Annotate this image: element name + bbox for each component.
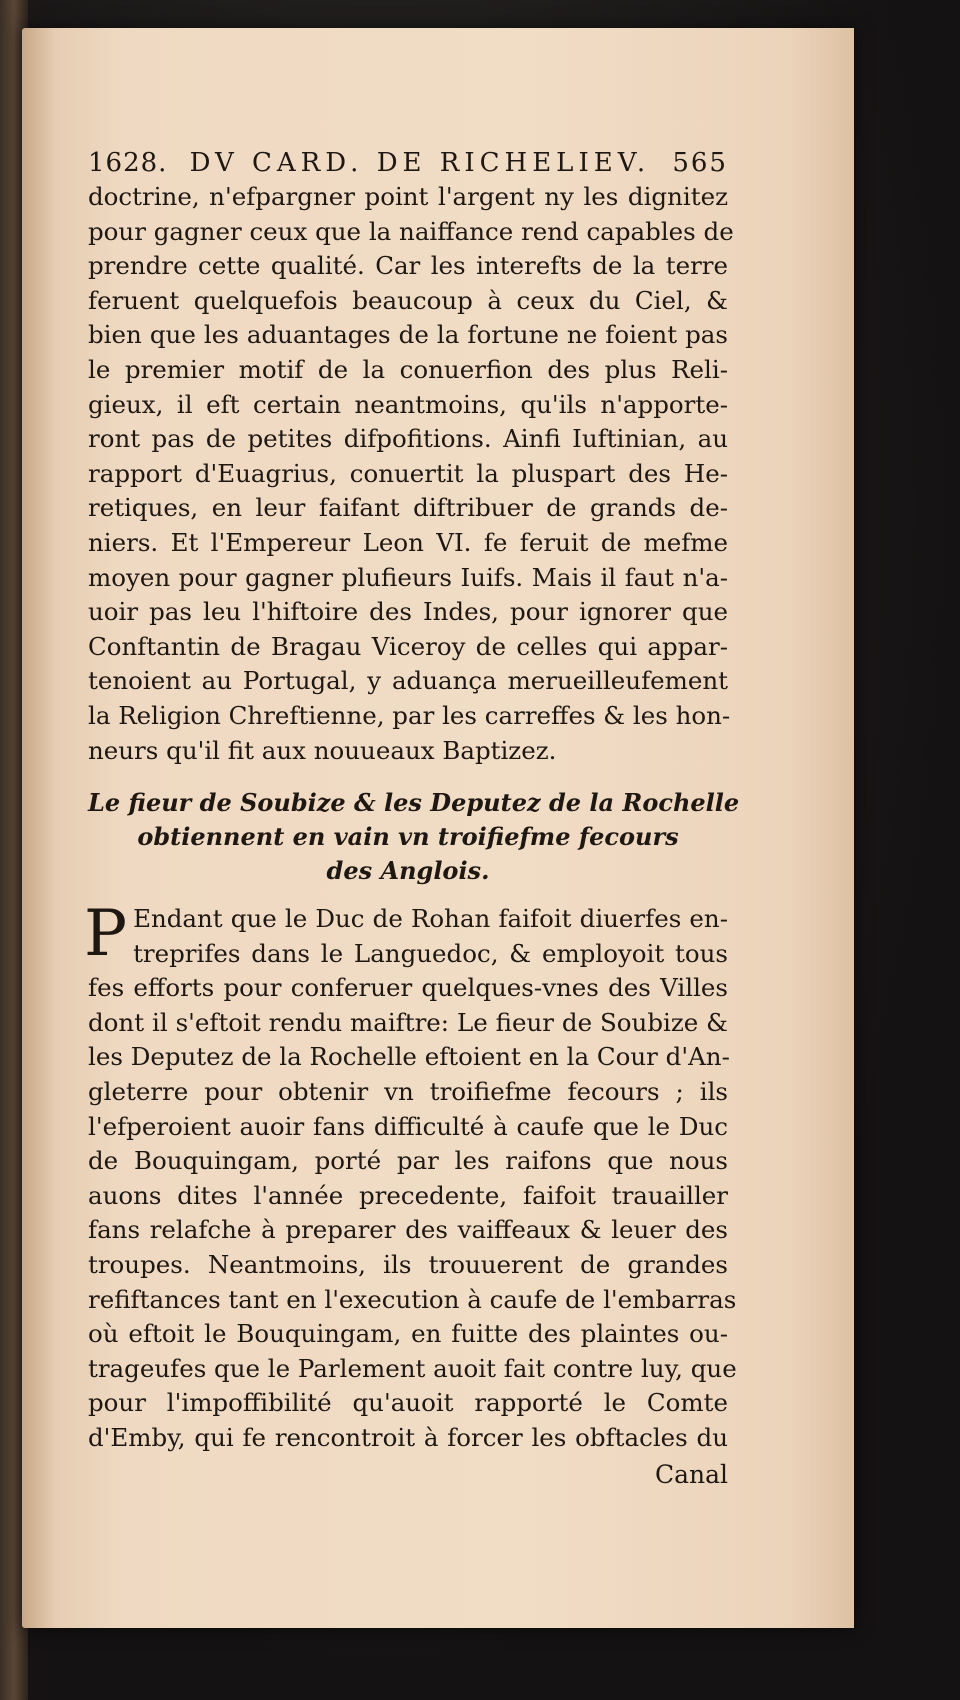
page-number: 565 [672, 148, 728, 178]
paragraph-2 [84, 897, 737, 1456]
text-line: dont il s'eftoit rendu maiftre: Le fieur de Soubize & [88, 1007, 728, 1037]
text-line: doctrine, n'efpargner point l'argent ny les dignitez [88, 182, 728, 211]
text-line: les Deputez de la Rochelle eftoient en la Cour d'An- [88, 1042, 730, 1072]
catchword: Canal [654, 1459, 728, 1489]
text-line: prendre cette qualité. Car les interefts de la terre [88, 251, 728, 281]
text-line: d'Emby, qui fe rencontroit à forcer les obftacles du [88, 1423, 728, 1452]
page-text-block [84, 148, 740, 1489]
text-line: Conftantin de Bragau Viceroy de celles qui appar- [88, 631, 728, 661]
text-line: moyen pour gagner plufieurs Iuifs. Mais il faut n'a- [88, 562, 728, 592]
text-line: tenoient au Portugal, y aduança merueilleufement [88, 666, 728, 696]
text-line: pour l'impoffibilité qu'auoit rapporté le Comte [88, 1388, 728, 1418]
text-line: gieux, il eft certain neantmoins, qu'ils n'apporte- [88, 389, 728, 419]
drop-initial: P [84, 897, 128, 972]
text-line: rapport d'Euagrius, conuertit la pluspart des He- [88, 458, 728, 488]
text-line: feruent quelquefois beaucoup à ceux du Ciel, & [88, 285, 728, 315]
running-head-title: DV CARD. DE RICHELIEV. [189, 148, 651, 178]
text-line: neurs qu'il fit aux nouueaux Baptizez. [88, 735, 557, 765]
text-line: gleterre pour obtenir vn troifiefme fecours ; ils [88, 1077, 728, 1107]
text-line: pour gagner ceux que la naiffance rend capables de [88, 216, 734, 246]
text-line: bien que les aduantages de la fortune ne foient pas [88, 320, 728, 350]
text-line: retiques, en leur faifant diftribuer de grands de- [88, 493, 728, 523]
section-heading [88, 786, 740, 888]
text-line: uoir pas leu l'hiftoire des Indes, pour ignorer que [88, 597, 728, 627]
heading-line: Le fieur de Soubize & les Deputez de la Rochelle [88, 788, 740, 818]
text-line: refiftances tant en l'execution à caufe de l'embarras [88, 1284, 737, 1314]
text-line: fes efforts pour conferuer quelques-vnes des Villes [88, 973, 728, 1003]
text-line: ront pas de petites difpofitions. Ainfi Iuftinian, au [88, 424, 728, 454]
heading-line: des Anglois. [326, 856, 490, 886]
running-head-year: 1628. [88, 148, 168, 178]
text-line: treprifes dans le Languedoc, & employoit tous [133, 938, 728, 968]
heading-line: obtiennent en vain vn troifiefme fecours [137, 822, 679, 852]
text-line: auons dites l'année precedente, faifoit trauailler [88, 1180, 728, 1210]
text-line: la Religion Chreftienne, par les carreffes & les hon- [88, 700, 731, 730]
book-page [22, 28, 854, 1628]
text-line: troupes. Neantmoins, ils trouuerent de grandes [88, 1250, 728, 1280]
running-head [88, 148, 728, 178]
text-line: trageufes que le Parlement auoit fait contre luy, que [88, 1353, 737, 1383]
text-line: le premier motif de la conuerfion des plus Reli- [88, 354, 728, 384]
text-line: niers. Et l'Empereur Leon VI. fe feruit de mefme [88, 527, 728, 557]
text-line: de Bouquingam, porté par les raifons que nous [88, 1146, 728, 1176]
text-line: où eftoit le Bouquingam, en fuitte des plaintes ou- [88, 1319, 728, 1349]
text-line: Endant que le Duc de Rohan faifoit diuerfes en- [133, 904, 728, 934]
paragraph-1 [88, 180, 734, 768]
text-line: l'efperoient auoir fans difficulté à caufe que le Duc [88, 1111, 728, 1141]
text-line: fans relafche à preparer des vaiffeaux & leuer des [88, 1215, 728, 1245]
